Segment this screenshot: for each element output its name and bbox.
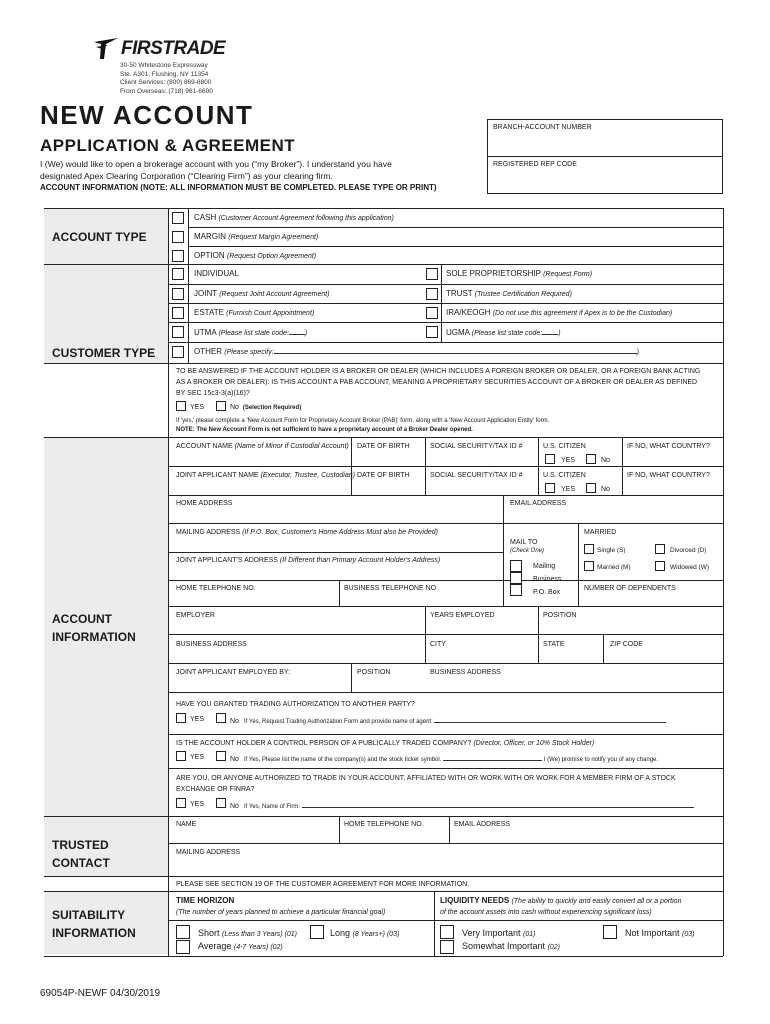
account-information-heading: ACCOUNT INFORMATION	[52, 612, 136, 644]
trading-authorization-question: HAVE YOU GRANTED TRADING AUTHORIZATION TO ANOTHER PARTY?	[176, 701, 415, 708]
home-telephone-field[interactable]: HOME TELEPHONE NO.	[176, 585, 256, 592]
city-field[interactable]: CITY	[430, 641, 446, 648]
somewhat-important-checkbox[interactable]	[440, 940, 454, 954]
very-important-option: Very Important (01)	[462, 928, 536, 938]
home-address-field[interactable]: HOME ADDRESS	[176, 500, 233, 507]
ira-keogh-option: IRA/KEOGH (Do not use this agreement if Apex is to be the Custodian)	[446, 308, 673, 317]
ugma-checkbox[interactable]	[426, 326, 438, 338]
branch-account-number-field[interactable]: BRANCH-ACCOUNT NUMBER	[493, 124, 592, 131]
trusted-name-field[interactable]: NAME	[176, 821, 197, 828]
pab-no-checkbox[interactable]	[216, 401, 226, 411]
joint-checkbox[interactable]	[172, 288, 184, 300]
control-person-question: IS THE ACCOUNT HOLDER A CONTROL PERSON OF A PUBLICALLY TRADED COMPANY? (Director, Officer, or 10% Stock Holder)	[176, 740, 595, 747]
joint-ssn-field[interactable]: SOCIAL SECURITY/TAX ID #	[430, 472, 523, 479]
auth-no-checkbox[interactable]	[216, 713, 226, 723]
auth-agent-line[interactable]: No If Yes, Request Trading Authorization Form and provide name of agent:	[230, 715, 666, 727]
estate-checkbox[interactable]	[172, 307, 184, 319]
pab-yes-label: YES	[190, 404, 205, 411]
business-telephone-field[interactable]: BUSINESS TELEPHONE NO.	[344, 585, 439, 592]
joint-us-citizen-label: U.S. CITIZEN	[543, 472, 586, 479]
margin-checkbox[interactable]	[172, 231, 184, 243]
page-title: NEW ACCOUNT	[40, 100, 254, 130]
trusted-mailing-address-field[interactable]: MAILING ADDRESS	[176, 849, 241, 856]
utma-checkbox[interactable]	[172, 326, 184, 338]
sole-proprietorship-checkbox[interactable]	[426, 268, 438, 280]
finra-question: ARE YOU, OR ANYONE AUTHORIZED TO TRADE IN YOUR ACCOUNT, AFFILIATED WITH OR WORK WITH OR WORK FOR A MEMBER FIRM OF A STOCK EXCHANGE OR FINRA?	[176, 775, 676, 793]
average-option: Average (4-7 Years) (02)	[198, 941, 283, 951]
single-checkbox[interactable]	[584, 544, 594, 554]
estate-option: ESTATE (Furnish Court Appointment)	[194, 308, 315, 317]
short-term-checkbox[interactable]	[176, 925, 190, 939]
pab-yes-checkbox[interactable]	[176, 401, 186, 411]
account-name-field[interactable]: ACCOUNT NAME (Name of Minor if Custodial Account)	[176, 443, 349, 450]
ssn-field[interactable]: SOCIAL SECURITY/TAX ID #	[430, 443, 523, 450]
joint-citizen-yes-checkbox[interactable]	[545, 483, 555, 493]
employer-field[interactable]: EMPLOYER	[176, 612, 215, 619]
cash-checkbox[interactable]	[172, 212, 184, 224]
suitability-note: PLEASE SEE SECTION 19 OF THE CUSTOMER AGREEMENT FOR MORE INFORMATION.	[176, 881, 470, 888]
average-term-checkbox[interactable]	[176, 940, 190, 954]
other-option: OTHER (Please specify: )	[194, 347, 639, 356]
option-option: OPTION (Request Option Agreement)	[194, 251, 317, 260]
time-horizon-title: TIME HORIZON	[176, 896, 235, 905]
sole-proprietorship-option: SOLE PROPRIETORSHIP (Request Form)	[446, 269, 593, 278]
individual-checkbox[interactable]	[172, 268, 184, 280]
control-company-line[interactable]: No If Yes, Please list the name of the company(s) and the stock ticker symbol. I (We) promise to notify you of any change.	[230, 753, 658, 765]
not-important-checkbox[interactable]	[603, 925, 617, 939]
business-address-field[interactable]: BUSINESS ADDRESS	[176, 641, 247, 648]
account-type-heading: ACCOUNT TYPE	[52, 230, 147, 244]
control-yes-checkbox[interactable]	[176, 751, 186, 761]
long-term-checkbox[interactable]	[310, 925, 324, 939]
other-checkbox[interactable]	[172, 346, 184, 358]
firstrade-wordmark: FIRSTRADE	[121, 38, 226, 59]
joint-business-address-field[interactable]: BUSINESS ADDRESS	[430, 669, 501, 676]
firstrade-logo-icon	[92, 36, 120, 60]
citizen-no-checkbox[interactable]	[586, 454, 596, 464]
short-option: Short (Less than 3 Years) (01)	[198, 928, 297, 938]
married-label: MARRIED	[584, 529, 617, 536]
pab-no-label: No (Selection Required)	[230, 404, 302, 411]
joint-position-field[interactable]: POSITION	[357, 669, 391, 676]
email-address-field[interactable]: EMAIL ADDRESS	[510, 500, 567, 507]
trust-option: TRUST (Trustee Certification Required)	[446, 289, 572, 298]
state-field[interactable]: STATE	[543, 641, 565, 648]
trust-checkbox[interactable]	[426, 288, 438, 300]
finra-yes-checkbox[interactable]	[176, 798, 186, 808]
finra-firm-line[interactable]: No If Yes, Name of Firm:	[230, 800, 694, 812]
joint-address-field[interactable]: JOINT APPLICANT'S ADDRESS (If Different than Primary Account Holder's Address)	[176, 557, 441, 564]
suitability-information-heading: SUITABILITY INFORMATION	[52, 908, 136, 940]
divorced-checkbox[interactable]	[655, 544, 665, 554]
long-option: Long (8 Years+) (03)	[330, 928, 400, 938]
pab-note: If 'yes,' please complete a 'New Account Form for Proprietary Account Broker (PAB)' form, along with a 'New Account Application Entity' form.	[176, 418, 550, 424]
liquidity-title: LIQUIDITY NEEDS (The ability to quickly and easily convert all or a portion	[440, 896, 682, 905]
time-horizon-note: (The number of years planned to achieve a particular financial goal)	[176, 909, 386, 916]
page-subtitle: APPLICATION & AGREEMENT	[40, 136, 296, 155]
not-important-option: Not Important (03)	[625, 928, 695, 938]
joint-citizen-no-checkbox[interactable]	[586, 483, 596, 493]
trusted-contact-heading: TRUSTED CONTACT	[52, 838, 110, 870]
trusted-email-field[interactable]: EMAIL ADDRESS	[454, 821, 511, 828]
joint-dob-field[interactable]: DATE OF BIRTH	[357, 472, 410, 479]
mail-to-business-checkbox[interactable]	[510, 572, 522, 584]
intro-text: I (We) would like to open a brokerage account with you (“my Broker”). I understand you have designated Apex Clearing Corporation (“Clearing Firm”) as your clearing firm. ACCOUNT INFORMATION (NOTE: ALL INFORMATION MUST BE COMPLETED. PLEASE TYPE OR PRINT)	[40, 159, 437, 192]
joint-country-field[interactable]: IF NO, WHAT COUNTRY?	[627, 472, 710, 479]
form-number: 69054P-NEWF 04/30/2019	[40, 988, 161, 999]
firm-address: 30-50 Whitestone Expressway Ste. A301, Flushing, NY 11354 Client Services: (800) 869-8800 From Overseas: (718) 961-6600	[120, 62, 213, 95]
control-no-checkbox[interactable]	[216, 751, 226, 761]
ugma-option: UGMA (Please list state code: )	[446, 328, 561, 337]
utma-option: UTMA (Please list state code: )	[194, 328, 308, 337]
dob-field[interactable]: DATE OF BIRTH	[357, 443, 410, 450]
pab-question: TO BE ANSWERED IF THE ACCOUNT HOLDER IS A BROKER OR DEALER (WHICH INCLUDES A FOREIGN BROKER OR DEALER, OR A FOREIGN BANK ACTING AS A BROKER OR DEALER): IS THIS ACCOUNT A PAB ACCOUNT, MEANING A PROPRIETARY SECURITIES ACCOUNT OF A BROKER OR DEALER AS DEFINED BY SEC 15c3-3(a)(16)?	[176, 368, 701, 397]
married-checkbox[interactable]	[584, 561, 594, 571]
customer-type-heading: CUSTOMER TYPE	[52, 346, 156, 360]
mail-to-label: MAIL TO	[510, 539, 538, 546]
finra-no-checkbox[interactable]	[216, 798, 226, 808]
very-important-checkbox[interactable]	[440, 925, 454, 939]
trusted-home-phone-field[interactable]: HOME TELEPHONE NO.	[344, 821, 424, 828]
us-citizen-label: U.S. CITIZEN	[543, 443, 586, 450]
dependents-field[interactable]: NUMBER OF DEPENDENTS	[584, 585, 676, 592]
pab-note-bold: NOTE: The New Account Form is not sufficient to have a proprietary account of a Broker Dealer opened.	[176, 427, 473, 433]
mailing-address-field[interactable]: MAILING ADDRESS (If P.O. Box, Customer's Home Address Must also be Provided)	[176, 529, 438, 536]
joint-option: JOINT (Request Joint Account Agreement)	[194, 289, 330, 298]
option-checkbox[interactable]	[172, 250, 184, 262]
zip-code-field[interactable]: ZIP CODE	[610, 641, 643, 648]
joint-applicant-name-field[interactable]: JOINT APPLICANT NAME (Executor, Trustee, Custodian)	[176, 472, 355, 479]
mail-to-pobox-checkbox[interactable]	[510, 584, 522, 596]
position-field[interactable]: POSITION	[543, 612, 577, 619]
citizen-yes-checkbox[interactable]	[545, 454, 555, 464]
liquidity-note: of the account assets into cash without experiencing significant loss)	[440, 909, 652, 916]
years-employed-field[interactable]: YEARS EMPLOYED	[430, 612, 495, 619]
ira-keogh-checkbox[interactable]	[426, 307, 438, 319]
registered-rep-code-field[interactable]: REGISTERED REP CODE	[493, 161, 577, 168]
auth-yes-checkbox[interactable]	[176, 713, 186, 723]
joint-employer-field[interactable]: JOINT APPLICANT EMPLOYED BY:	[176, 669, 291, 676]
widowed-checkbox[interactable]	[655, 561, 665, 571]
margin-option: MARGIN (Request Margin Agreement)	[194, 232, 319, 241]
mail-to-mailing-checkbox[interactable]	[510, 560, 522, 572]
country-field[interactable]: IF NO, WHAT COUNTRY?	[627, 443, 710, 450]
cash-option: CASH (Customer Account Agreement following this application)	[194, 213, 394, 222]
somewhat-important-option: Somewhat Important (02)	[462, 941, 561, 951]
individual-option: INDIVIDUAL	[194, 269, 239, 278]
